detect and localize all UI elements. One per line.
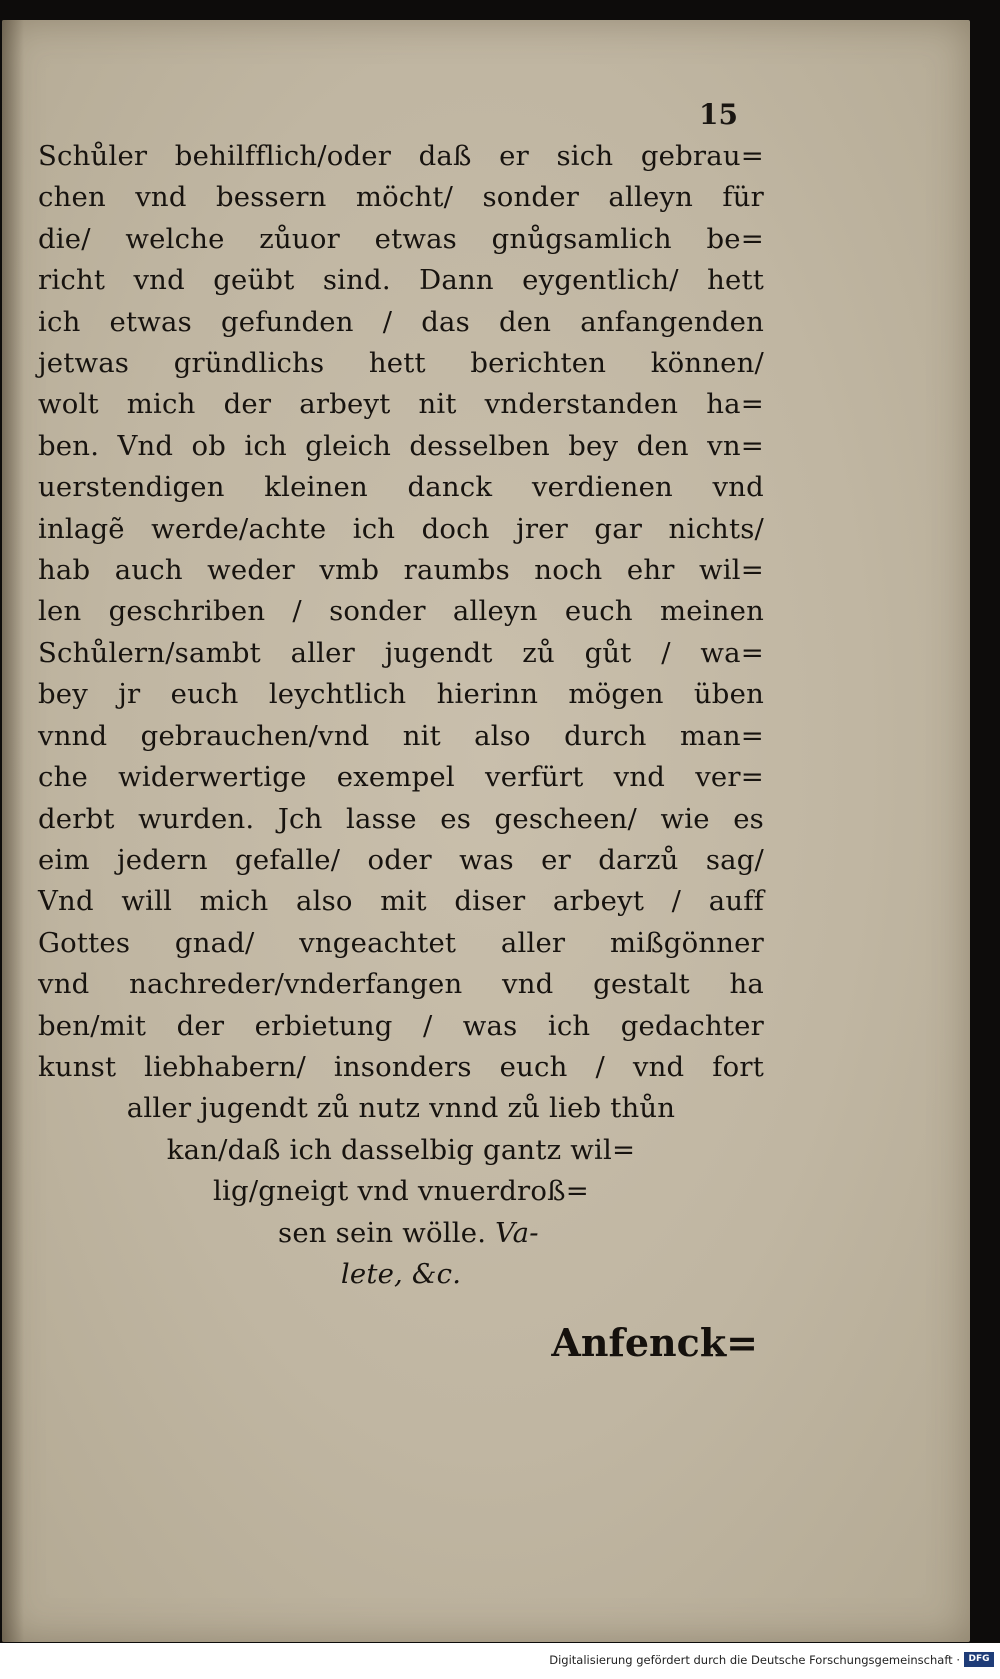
text-line-body: sen sein wölle. (278, 1216, 487, 1249)
text-line: inlagẽ werde/achte ich doch jrer gar nichts/ (38, 512, 764, 545)
text-line: kan/daß ich dasselbig gantz wil= (166, 1133, 636, 1166)
text-line: richt vnd geübt sind. Dann eygentlich/ hett (38, 264, 764, 297)
text-line: che widerwertige exempel verfürt vnd ver= (38, 761, 764, 794)
text-line: eim jedern gefalle/ oder was er darzů sag/ (38, 843, 764, 876)
text-line: ben. Vnd ob ich gleich desselben bey den vn= (38, 429, 764, 462)
text-line: kunst liebhabern/ insonders euch / vnd fort (38, 1050, 764, 1083)
text-line-last (38, 1213, 764, 1254)
text-line: wolt mich der arbeyt nit vnderstanden ha= (38, 388, 764, 421)
text-line: vnnd gebrauchen/vnd nit also durch man= (38, 719, 764, 752)
text-line: ich etwas gefunden / das den anfangenden (38, 305, 764, 338)
text-line: lig/gneigt vnd vnuerdroß= (213, 1175, 589, 1208)
text-line: die/ welche zůuor etwas gnůgsamlich be= (38, 222, 764, 255)
text-line: bey jr euch leychtlich hierinn mögen üben (38, 678, 764, 711)
text-line: len geschriben / sonder alleyn euch meinen (38, 595, 764, 628)
text-line: chen vnd bessern möcht/ sonder alleyn für (38, 181, 764, 214)
valete-start: Va- (495, 1216, 539, 1249)
text-line: hab auch weder vmb raumbs noch ehr wil= (38, 554, 764, 587)
text-line: jetwas gründlichs hett berichten können/ (38, 347, 764, 380)
text-line: Vnd will mich also mit diser arbeyt / auff (38, 885, 764, 918)
text-block (38, 136, 764, 1295)
text-line: ben/mit der erbietung / was ich gedachter (38, 1009, 764, 1042)
text-line: vnd nachreder/vnderfangen vnd gestalt ha (38, 968, 764, 1001)
page-number: 15 (699, 98, 738, 131)
text-line: Schůler behilfflich/oder daß er sich gebrau= (38, 140, 764, 172)
funding-credit: Digitalisierung gefördert durch die Deutsche Forschungsgemeinschaft · (549, 1653, 960, 1667)
catchword: Anfenck= (551, 1320, 758, 1365)
text-line: Schůlern/sambt aller jugendt zů gůt / wa= (38, 636, 764, 669)
text-line: derbt wurden. Jch lasse es gescheen/ wie es (38, 802, 764, 835)
text-line: Gottes gnad/ vngeachtet aller mißgönner (38, 926, 764, 959)
text-line: uerstendigen kleinen danck verdienen vnd (38, 471, 764, 504)
text-line: aller jugendt zů nutz vnnd zů lieb thůn (126, 1092, 676, 1125)
dfg-logo: DFG (964, 1652, 994, 1667)
book-page (2, 20, 970, 1642)
digitization-footer (0, 1643, 1000, 1679)
closing-formula: lete, &c. (340, 1257, 462, 1290)
